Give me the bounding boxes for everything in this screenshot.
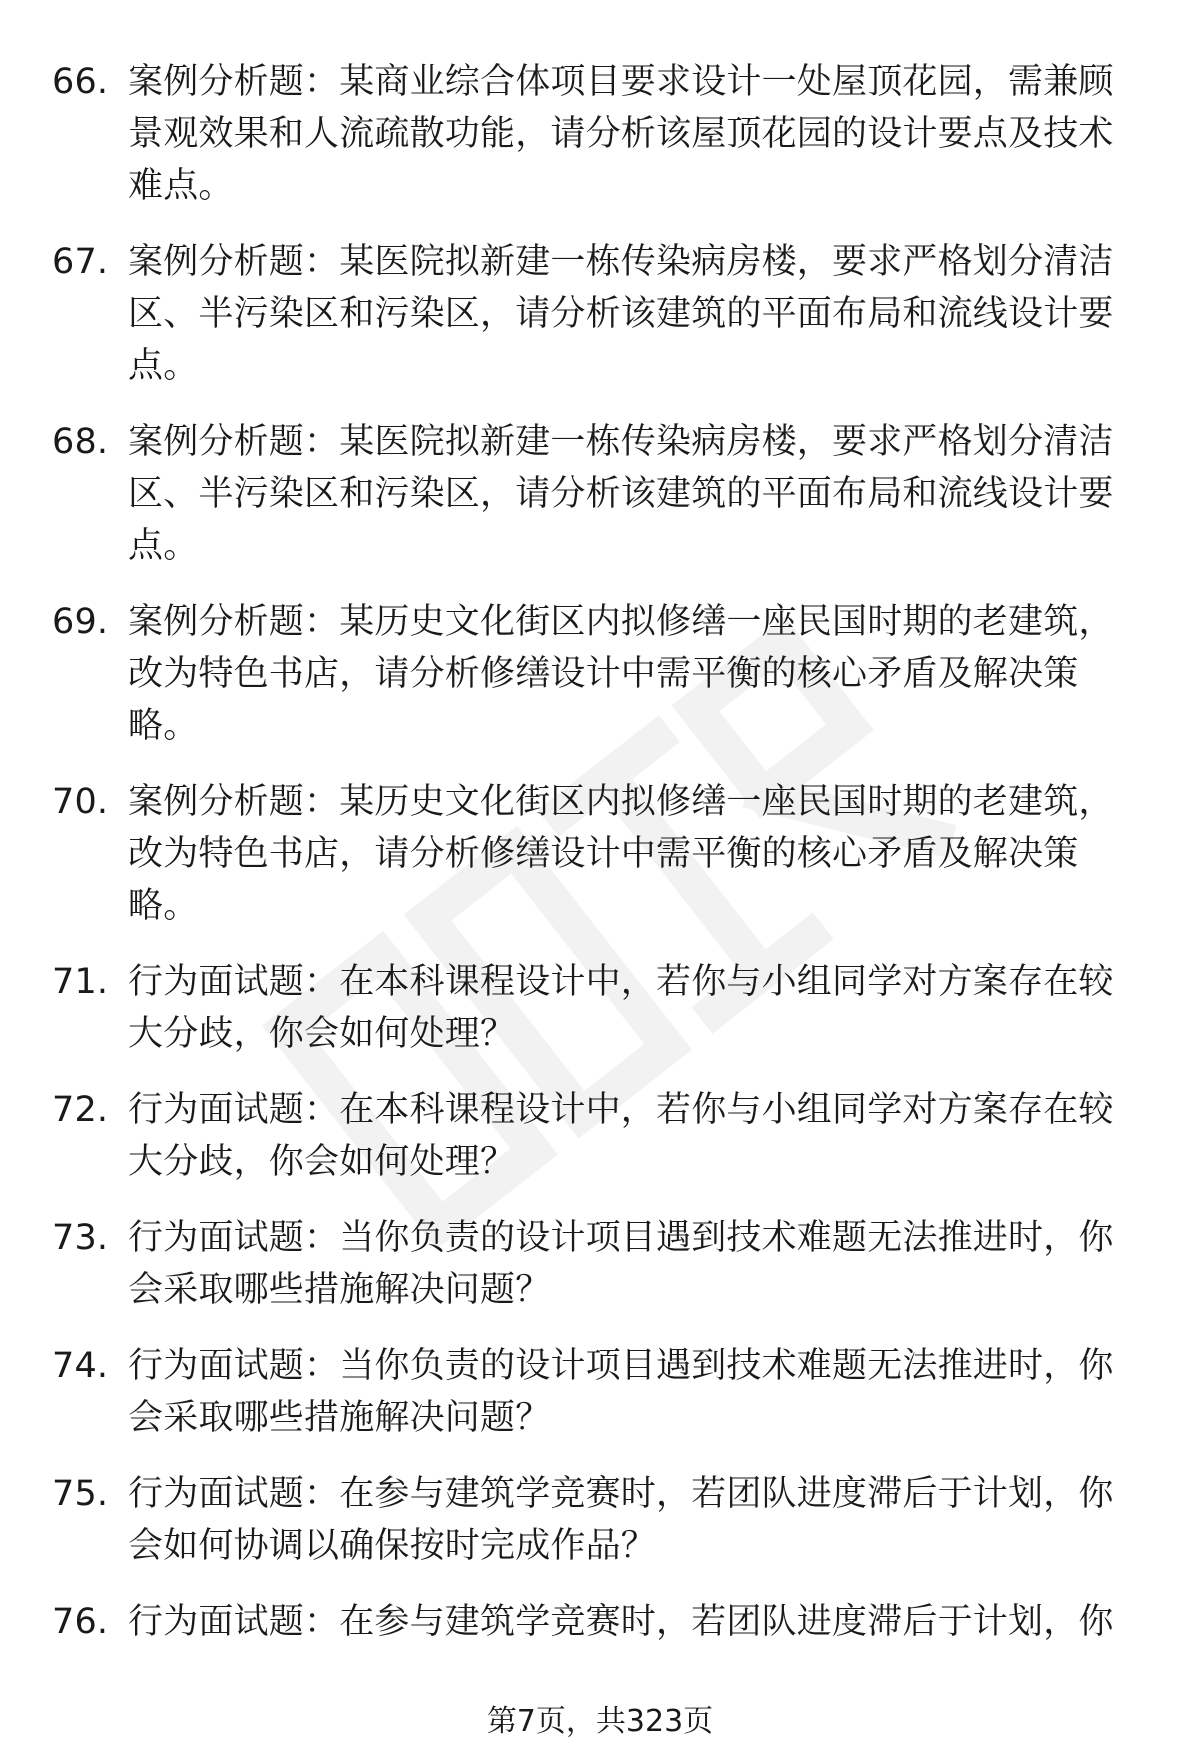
question-number: 66. (52, 62, 109, 102)
question-item-69 (52, 596, 1142, 752)
question-item-72 (52, 1084, 1142, 1188)
question-number: 69. (52, 602, 109, 642)
question-item-66 (52, 56, 1142, 212)
question-item-76 (52, 1596, 1142, 1648)
question-text: 行为面试题：在本科课程设计中，若你与小组同学对方案存在较大分歧，你会如何处理？ (128, 1090, 1114, 1182)
question-number: 75. (52, 1474, 109, 1514)
question-item-70 (52, 776, 1142, 932)
question-item-68 (52, 416, 1142, 572)
question-text: 行为面试题：当你负责的设计项目遇到技术难题无法推进时，你会采取哪些措施解决问题？ (128, 1346, 1114, 1438)
question-number: 70. (52, 782, 109, 822)
question-number: 76. (52, 1602, 109, 1642)
question-number: 72. (52, 1090, 109, 1130)
question-text: 行为面试题：在本科课程设计中，若你与小组同学对方案存在较大分歧，你会如何处理？ (128, 962, 1114, 1054)
question-text: 案例分析题：某历史文化街区内拟修缮一座民国时期的老建筑，改为特色书店，请分析修缮设计中需平衡的核心矛盾及解决策略。 (128, 782, 1114, 926)
question-text: 行为面试题：在参与建筑学竞赛时，若团队进度滞后于计划，你会如何协调以确保按时完成作品？ (128, 1474, 1114, 1566)
question-number: 68. (52, 422, 109, 462)
page-number: 第7页，共323页 (486, 1704, 714, 1739)
question-text: 案例分析题：某历史文化街区内拟修缮一座民国时期的老建筑，改为特色书店，请分析修缮设计中需平衡的核心矛盾及解决策略。 (128, 602, 1114, 746)
question-item-67 (52, 236, 1142, 392)
question-number: 71. (52, 962, 109, 1002)
question-text: 行为面试题：在参与建筑学竞赛时，若团队进度滞后于计划，你 (128, 1602, 1114, 1642)
question-text: 案例分析题：某医院拟新建一栋传染病房楼，要求严格划分清洁区、半污染区和污染区，请分析该建筑的平面布局和流线设计要点。 (128, 242, 1114, 386)
question-text: 案例分析题：某商业综合体项目要求设计一处屋顶花园，需兼顾景观效果和人流疏散功能，请分析该屋顶花园的设计要点及技术难点。 (128, 62, 1114, 206)
question-item-73 (52, 1212, 1142, 1316)
question-text: 案例分析题：某医院拟新建一栋传染病房楼，要求严格划分清洁区、半污染区和污染区，请分析该建筑的平面布局和流线设计要点。 (128, 422, 1114, 566)
question-list (52, 56, 1142, 1648)
question-item-71 (52, 956, 1142, 1060)
question-item-74 (52, 1340, 1142, 1444)
question-number: 74. (52, 1346, 109, 1386)
question-number: 67. (52, 242, 109, 282)
question-text: 行为面试题：当你负责的设计项目遇到技术难题无法推进时，你会采取哪些措施解决问题？ (128, 1218, 1114, 1310)
question-item-75 (52, 1468, 1142, 1572)
question-number: 73. (52, 1218, 109, 1258)
